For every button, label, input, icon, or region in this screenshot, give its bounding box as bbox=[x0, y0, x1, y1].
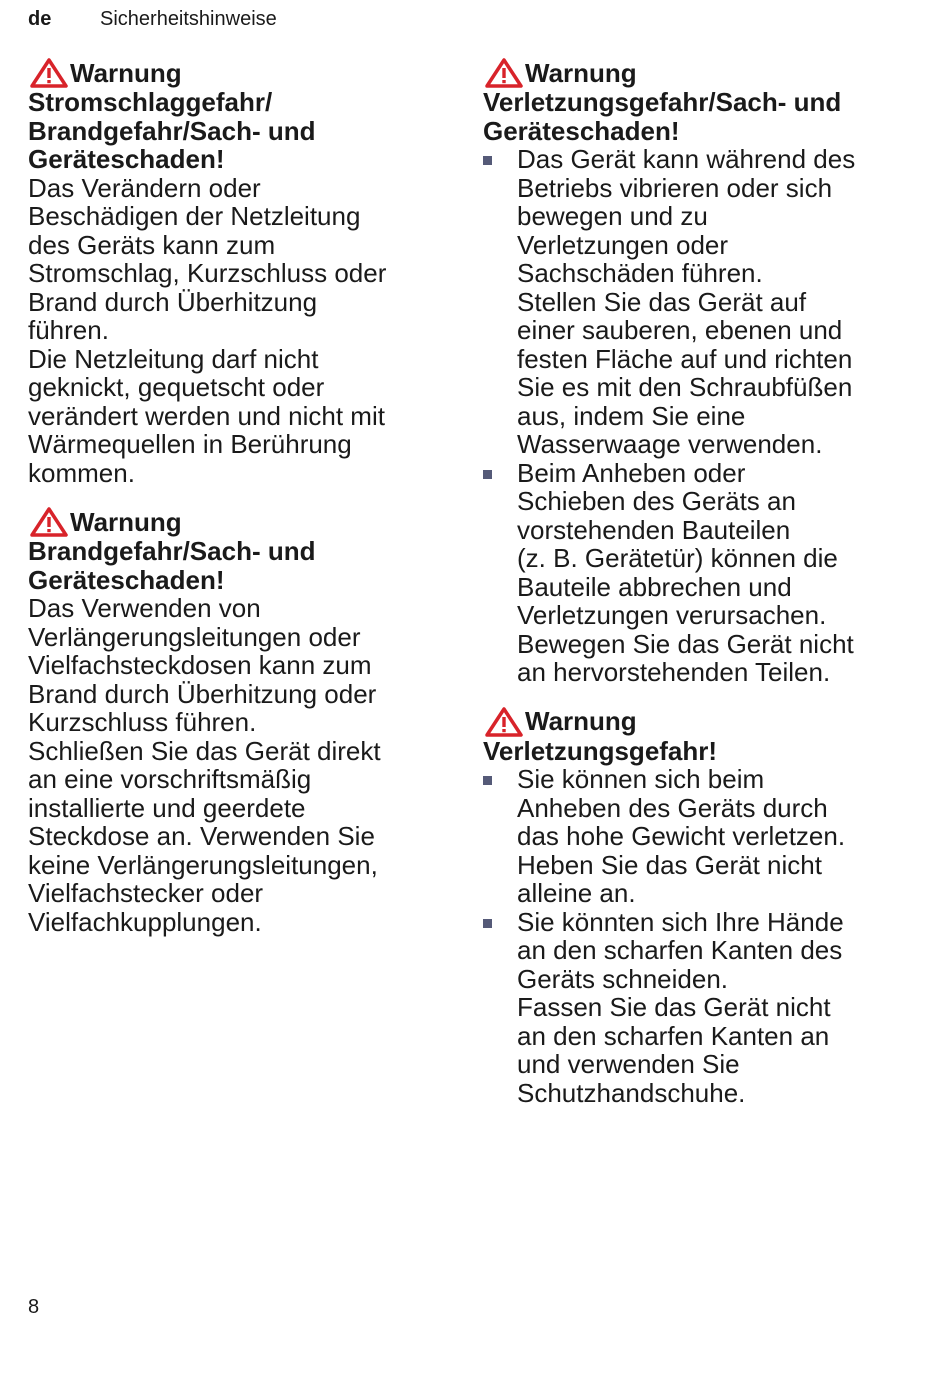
warning-label: Warnung bbox=[70, 506, 182, 537]
page-number: 8 bbox=[28, 1296, 40, 1318]
warning-list bbox=[483, 145, 903, 687]
warning-block bbox=[28, 58, 453, 487]
language-code: de bbox=[28, 8, 52, 30]
left-column bbox=[28, 58, 453, 956]
warning-label: Warnung bbox=[525, 57, 637, 88]
list-item: Das Gerät kann während des Betriebs vibrieren oder sich bewegen und zu Verletzungen oder Sachschäden führen. Stellen Sie das Gerät auf einer sauberen, ebenen und festen Fläche auf und richten Sie es mit den Schraubfüßen aus, indem Sie eine Wasserwaage verwenden. bbox=[483, 145, 903, 459]
hazard-title: Brandgefahr/Sach- und Geräteschaden! bbox=[28, 536, 316, 595]
warning-instruction: Die Netzleitung darf nicht geknickt, gequetscht oder verändert werden und nicht mit Wärmequellen in Berührung kommen. bbox=[28, 343, 385, 488]
warning-text: Das Verändern oder Beschädigen der Netzleitung des Geräts kann zum Stromschlag, Kurzschluss oder Brand durch Überhitzung führen. bbox=[28, 172, 387, 345]
bullet-square-icon bbox=[483, 919, 492, 928]
warning-block bbox=[483, 58, 903, 687]
page-header bbox=[28, 8, 277, 31]
hazard-title: Verletzungsgefahr/Sach- und Geräteschaden! bbox=[483, 87, 842, 146]
bullet-square-icon bbox=[483, 470, 492, 479]
warning-label: Warnung bbox=[525, 706, 637, 736]
warning-triangle-icon bbox=[485, 58, 523, 88]
warning-label: Warnung bbox=[70, 57, 182, 88]
warning-block bbox=[483, 707, 903, 1108]
warning-instruction: Schließen Sie das Gerät direkt an eine vorschriftsmäßig installierte und geerdete Steckdose an. Verwenden Sie keine Verlängerungsleitungen, Vielfachstecker oder Vielfachkupplungen. bbox=[28, 735, 381, 937]
bullet-square-icon bbox=[483, 156, 492, 165]
warning-triangle-icon bbox=[30, 507, 68, 537]
bullet-square-icon bbox=[483, 776, 492, 785]
list-item: Sie können sich beim Anheben des Geräts durch das hohe Gewicht verletzen. Heben Sie das Gerät nicht alleine an. bbox=[483, 765, 903, 908]
list-item: Beim Anheben oder Schieben des Geräts an vorstehenden Bauteilen (z. B. Gerätetür) können die Bauteile abbrechen und Verletzungen verursachen. Bewegen Sie das Gerät nicht an hervorstehenden Teilen. bbox=[483, 459, 903, 687]
list-item: Sie könnten sich Ihre Hände an den scharfen Kanten des Geräts schneiden. Fassen Sie das Gerät nicht an den scharfen Kanten an und verwenden Sie Schutzhandschuhe. bbox=[483, 908, 903, 1108]
right-column bbox=[483, 58, 903, 1127]
section-title: Sicherheitshinweise bbox=[100, 8, 277, 30]
hazard-title: Stromschlaggefahr/ Brandgefahr/Sach- und Geräteschaden! bbox=[28, 87, 316, 174]
warning-triangle-icon bbox=[30, 58, 68, 88]
warning-triangle-icon bbox=[485, 707, 523, 737]
warning-text: Das Verwenden von Verlängerungsleitungen oder Vielfachsteckdosen kann zum Brand durch Überhitzung oder Kurzschluss führen. bbox=[28, 593, 377, 737]
hazard-title: Verletzungsgefahr! bbox=[483, 735, 718, 766]
warning-list bbox=[483, 765, 903, 1107]
warning-block bbox=[28, 507, 453, 936]
